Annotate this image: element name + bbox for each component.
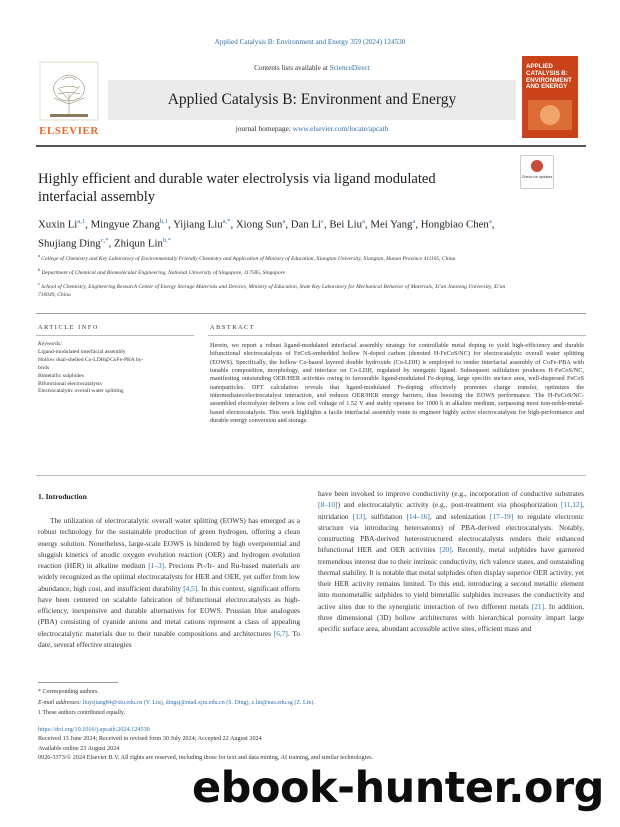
citation-link[interactable]: [11,12] <box>561 500 583 510</box>
check-updates-icon <box>531 160 543 172</box>
check-updates-label: Check for updates <box>521 175 553 179</box>
author-name[interactable]: Hongbiao Chen <box>420 218 489 231</box>
author-list: Xuxin Li$^{a,1}$, Mingyue Zhang$^{b,1}$, Yijiang Liu$^{a,*}$, Xiong Sun$^a$, Dan Li$^c$, Bei Liu$^a$, Mei Yang$^a$, Hongbiao Chen$^a$, Shujiang Ding$^{c,*}$, Zhiqun Lin$^{b,*}$ <box>38 218 495 250</box>
author-name[interactable]: Xiong Sun <box>235 218 283 231</box>
author-affiliation-marker[interactable]: a <box>412 218 416 225</box>
equal-contribution-note: 1 These authors contributed equally. <box>38 710 125 717</box>
section-rule <box>36 313 586 314</box>
keywords-label: Keywords: <box>38 341 63 347</box>
affiliations <box>38 252 508 302</box>
email-note <box>38 698 438 709</box>
email-addresses[interactable]: liuyijiang84@xtu.edu.cn (Y. Liu), dingsj@mail.xjtu.edu.cn (S. Ding), z.lin@nus.edu.sg (Z. Lin). <box>82 699 315 706</box>
email-label: E-mail addresses: <box>38 699 82 706</box>
footnotes <box>38 687 438 719</box>
keyword-item: Ligand-modulated interfacial assembly <box>38 348 126 355</box>
introduction-heading: 1. Introduction <box>38 492 87 501</box>
article-info-heading: ARTICLE INFO <box>38 324 99 331</box>
abstract-text: Herein, we report a robust ligand-modulated interfacial assembly strategy for controllable metal doping to yield high-efficiency and durable bifunctional electrocatalysts of FeCoS-embedded hollow N-doped carbon (denoted H-FeCoS/NC) for electrocatalytic overall water splitting (EOWS). Specifically, the hollow Co-based layered double hydroxide (Co-LDH) is employed to render interfacial assembly of CoFe-PBA with tunable composition, morphology, and interface on Co-LDH, regulated by inorganic ligand. Subsequent sulfidation produces H-FeCoS/NC, manifesting outstanding OER/HER activities owing to favourable ligand-modulated Fe-doping, large specific surface area, well-dispersed FeCoS nanoparticles. DFT calculation reveals that ligand-modulated Fe-doping effectively promotes charge transfer, optimizes the intermediates/electrocatalyst interaction, and reduces OER/HER energy barriers, thus boosting the EOWS performance. The H-FeCoS/NC-assembled electrolyzer delivers a low cell voltage of 1.52 V and stably operates for 1000 h in alkaline medium, surpassing most non-noble-metal-based electrocatalysts. This work highlights a facile interfacial assembly route to engineer highly active electrocatalysts for high-performance and durable energy conversion and storage. <box>210 342 584 425</box>
received-dates: Received 13 June 2024; Received in revised form 30 July 2024; Accepted 22 August 2024 <box>38 735 262 743</box>
author-affiliation-marker[interactable]: c <box>321 218 324 225</box>
author-name[interactable]: Mingyue Zhang <box>90 218 160 231</box>
homepage-line <box>108 124 516 133</box>
check-for-updates-button[interactable] <box>520 155 554 189</box>
intro-left-column: The utilization of electrocatalytic overall water splitting (EOWS) has emerged as a robust technology for the sustainable production of green hydrogen, offering a clean energy solution. Nonetheless, large-scale EOWS is hindered by high overpotential and sluggish kinetics of anodic oxygen evolution reaction (OER) and hydrogen evolution reaction (HER) in alkaline medium [1–3]. Precious Pt-/Ir- and Ru-based materials are widely recognized as the optimal electrocatalysts for HER and OER, yet suffer from low abundance, high cost, and insufficient durability [4,5]. In this context, significant efforts have been centered on scalable fabrication of bifunctional electrocatalysts as high-efficiency, inexpensive and durable alternatives for EOWS. Prussian blue analogues (PBA) consisting of cyanide anions and metal cations represent a class of appealing electrocatalytic materials due to their tunable compositions and architectures [6,7]. To date, several effective strategies <box>38 516 300 649</box>
citation-link[interactable]: [21] <box>531 601 545 611</box>
article-info-rule <box>36 335 194 336</box>
keyword-item: Bifunctional electrocatalysts <box>38 380 102 387</box>
abstract-heading: ABSTRACT <box>210 324 256 331</box>
intro-right-column: have been invoked to improve conductivity (e.g., incorporation of conductive substrates [8–10]) and electrocatalytic activity (e.g., post-treatment via phosphorization [11,12], nitridation [13], sulfidation [14–16], and selenization [17–19] to regulate electronic structure via introducing heteroatoms) of PBA-derived electrocatalysts. Notably, constructing PBA-derived heterostructured electrocatalysts renders their enhanced bifunctional HER and OER activities [20]. Recently, metal sulphides have garnered tremendous interest due to their intrinsic conductivity, rich valence states, and outstanding thermal stability. It is notable that metal sulphides often display superior OER activity, yet their HER activity remains limited. To this end, introducing a second metallic element into monometallic sulphides to yield bimetallic sulphides increases the conductivity and active sites due to the synergistic interaction of two different metals [21]. In addition, three dimensional (3D) hollow architectures with hierarchical porosity impart large specific surface area, abundant accessible active sites, efficient mass and <box>318 489 584 633</box>
keyword-item: brids <box>38 364 50 371</box>
footnote-rule <box>38 682 118 683</box>
homepage-prefix: journal homepage: <box>235 124 293 133</box>
citation-link[interactable]: [14–16] <box>406 511 430 521</box>
affiliation-item: $^a$ College of Chemistry and Key Laboratory of Environmentally Friendly Chemistry and Application of Ministry of Education, Xiangtan University, Xiangtan, Hunan Province 411105, China <box>38 253 456 262</box>
sciencedirect-link[interactable]: ScienceDirect <box>329 64 370 72</box>
citation-link[interactable]: [4,5] <box>183 583 198 593</box>
author-affiliation-marker[interactable]: a,* <box>222 218 231 225</box>
journal-reference[interactable]: Applied Catalysis B: Environment and Energy 359 (2024) 124530 <box>214 38 406 46</box>
author-affiliation-marker[interactable]: a <box>362 218 365 225</box>
author-affiliation-marker[interactable]: a <box>282 218 286 225</box>
author-name[interactable]: Mei Yang <box>370 218 413 231</box>
keyword-item: Electrocatalytic overall water splitting <box>38 388 124 395</box>
corresponding-note: * Corresponding authors. <box>38 689 99 695</box>
author-affiliation-marker[interactable]: b,* <box>162 236 172 244</box>
citation-link[interactable]: [20] <box>439 545 452 555</box>
keyword-item: Hollow dual-shelled Co-LDH@CoFe-PBA hy- <box>38 356 144 363</box>
citation-link[interactable]: [13] <box>352 511 366 521</box>
author-affiliation-marker[interactable]: b,1 <box>159 218 169 225</box>
homepage-link[interactable]: www.elsevier.com/locate/apcatb <box>292 124 389 133</box>
citation-link[interactable]: [8–10] <box>318 500 338 510</box>
copyright-line: 0926-3373/© 2024 Elsevier B.V. All rights are reserved, including those for text and data mining, AI training, and similar technologies. <box>38 754 374 762</box>
author-affiliation-marker[interactable]: a <box>488 218 492 225</box>
citation-link[interactable]: [1–3] <box>148 561 165 570</box>
watermark-text: ebook-hunter.org <box>192 763 604 813</box>
contents-line <box>108 64 516 72</box>
citation-link[interactable]: [17–19] <box>489 511 514 521</box>
author-name[interactable]: Yijiang Liu <box>173 218 223 231</box>
elsevier-logo <box>36 58 102 142</box>
header-rule <box>36 145 586 147</box>
author-name[interactable]: Xuxin Li <box>38 218 78 231</box>
elsevier-wordmark: ELSEVIER <box>39 125 99 137</box>
journal-cover-thumbnail[interactable] <box>522 56 578 138</box>
affiliation-item: $^c$ School of Chemistry, Engineering Research Center of Energy Storage Materials and Devices, Ministry of Education, State Key Laboratory for Mechanical Behavior of Materials, Xi'an Jiaotong University, Xi'an 710049, China <box>38 280 506 298</box>
article-title: Highly efficient and durable water electrolysis via ligand modulated interfacial assembly <box>38 171 436 205</box>
keyword-item: Bimetallic sulphides <box>38 372 84 379</box>
author-name[interactable]: Shujiang Ding <box>38 237 101 250</box>
author-name[interactable]: Dan Li <box>290 218 322 231</box>
abstract-rule <box>208 335 586 336</box>
author-affiliation-marker[interactable]: a,1 <box>77 218 86 225</box>
contents-prefix: Contents lists available at <box>254 64 330 72</box>
watermark <box>192 758 620 827</box>
publication-details <box>38 725 598 763</box>
affiliation-item: $^b$ Department of Chemical and Biomolecular Engineering, National University of Singapore, 117585, Singapore <box>38 266 286 276</box>
citation-link[interactable]: [6,7] <box>273 628 288 638</box>
cover-title: APPLIED CATALYSIS B: ENVIRONMENT AND ENERGY <box>526 63 572 91</box>
body-rule <box>36 475 586 476</box>
doi-link[interactable]: https://doi.org/10.1016/j.apcatb.2024.124530 <box>38 726 150 733</box>
online-date: Available online 23 August 2024 <box>38 744 120 752</box>
author-affiliation-marker[interactable]: c,* <box>100 236 109 244</box>
journal-name-banner: Applied Catalysis B: Environment and Energy <box>108 80 516 120</box>
keywords-block <box>38 341 194 396</box>
author-name[interactable]: Zhiqun Lin <box>113 237 163 250</box>
author-name[interactable]: Bei Liu <box>329 218 363 231</box>
